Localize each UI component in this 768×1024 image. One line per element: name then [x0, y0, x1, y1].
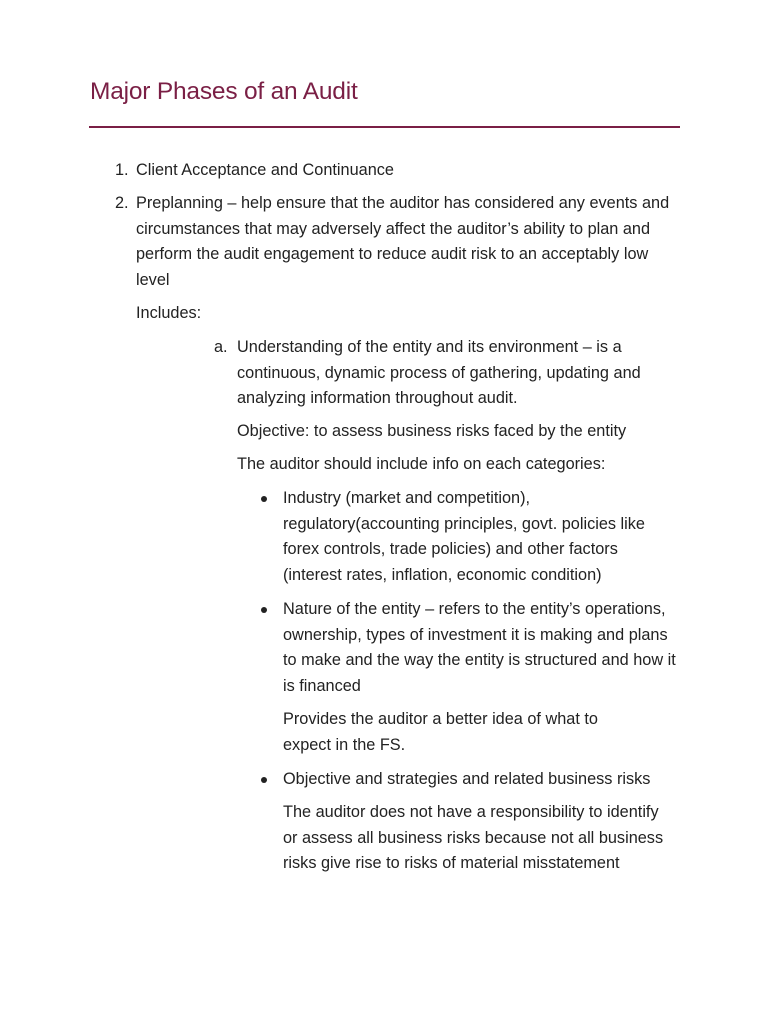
bullet-objectives-strategies: Objective and strategies and related business risks — [283, 770, 651, 788]
page-title: Major Phases of an Audit — [90, 78, 358, 105]
bullet-industry: Industry (market and competition), regulatory(accounting principles, govt. policies like forex controls, trade policies) and other factors (interest rates, inflation, economic condition) — [283, 489, 645, 584]
list-item-client-acceptance: Client Acceptance and Continuance — [136, 161, 394, 179]
list-item-preplanning: Preplanning – help ensure that the auditor has considered any events and circumstances that may adversely affect the auditor’s ability to plan and perform the audit engagement to reduce audit risk to an acceptably low level — [136, 194, 670, 289]
sub-item-understanding-entity: Understanding of the entity and its environment – is a continuous, dynamic process of gathering, updating and analyzing information throughout audit. — [237, 338, 641, 408]
categories-intro-text: The auditor should include info on each categories: — [237, 455, 606, 473]
includes-label: Includes: — [136, 304, 202, 322]
bullet-icon — [261, 777, 267, 783]
title-underline — [89, 126, 680, 128]
list-marker-1: 1. — [115, 161, 129, 179]
sub-marker-a: a. — [214, 338, 228, 356]
bullet-icon — [261, 607, 267, 613]
bullet-nature-of-entity: Nature of the entity – refers to the entity’s operations, ownership, types of investment it is making and plans to make and the way the entity is structured and how it is financed — [283, 600, 676, 695]
bullet-nature-note: Provides the auditor a better idea of what to expect in the FS. — [283, 710, 598, 754]
objective-text: Objective: to assess business risks faced by the entity — [237, 422, 627, 440]
bullet-icon — [261, 496, 267, 502]
bullet-objectives-note: The auditor does not have a responsibility to identify or assess all business risks because not all business risks give rise to risks of material misstatement — [283, 803, 664, 873]
list-marker-2: 2. — [115, 194, 129, 212]
